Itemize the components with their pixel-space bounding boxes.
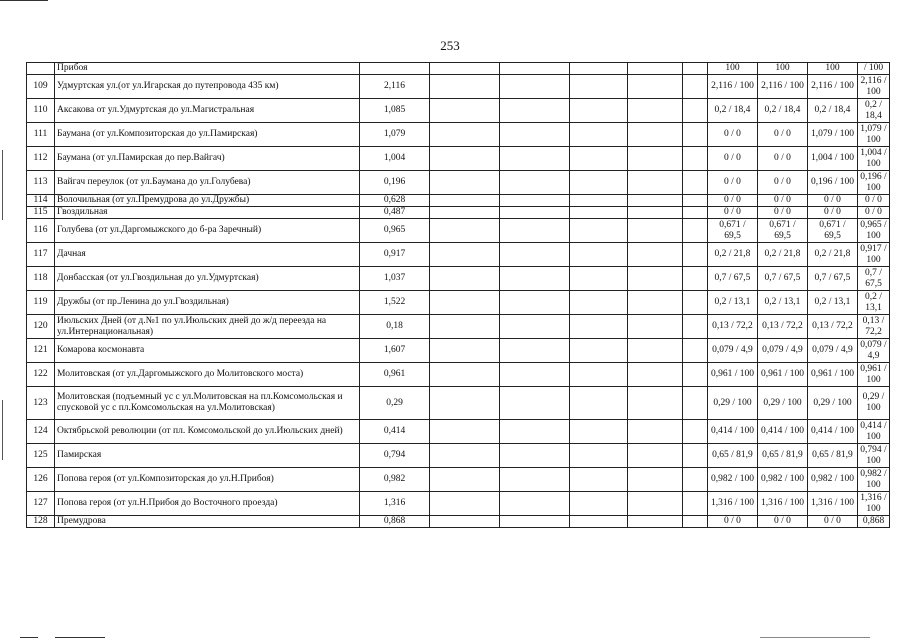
empty-cell (570, 63, 628, 75)
empty-cell (500, 420, 570, 444)
row-number: 115 (27, 207, 55, 219)
ratio-cell-4: 0,13 / 72,2 (858, 315, 890, 339)
empty-cell (628, 420, 683, 444)
ratio-cell-4: 1,079 / 100 (858, 123, 890, 147)
empty-cell (683, 207, 708, 219)
road-length (360, 63, 430, 75)
ratio-cell-2: 0,2 / 13,1 (758, 291, 808, 315)
ratio-cell-3: 0,671 / 69,5 (808, 219, 858, 243)
table-row (27, 339, 890, 363)
ratio-cell-2: 0,079 / 4,9 (758, 339, 808, 363)
empty-cell (570, 468, 628, 492)
ratio-cell-2: 2,116 / 100 (758, 75, 808, 99)
road-name: Баумана (от ул.Композиторская до ул.Памирская) (55, 123, 360, 147)
ratio-cell-1: 0 / 0 (708, 147, 758, 171)
ratio-cell-4: 0,079 / 4,9 (858, 339, 890, 363)
ratio-cell-3: 0,982 / 100 (808, 468, 858, 492)
ratio-cell-3: 0,65 / 81,9 (808, 444, 858, 468)
ratio-cell-1: 0,65 / 81,9 (708, 444, 758, 468)
ratio-cell-3: 0 / 0 (808, 207, 858, 219)
row-number: 112 (27, 147, 55, 171)
road-length: 0,965 (360, 219, 430, 243)
empty-cell (430, 75, 500, 99)
ratio-cell-2: 0,2 / 18,4 (758, 99, 808, 123)
ratio-cell-1: 0,671 / 69,5 (708, 219, 758, 243)
ratio-cell-2: 0,961 / 100 (758, 363, 808, 387)
scan-edge-mark (0, 0, 48, 1)
empty-cell (500, 123, 570, 147)
empty-cell (430, 219, 500, 243)
road-name: Волочильная (от ул.Премудрова до ул.Дружбы) (55, 195, 360, 207)
table-row (27, 147, 890, 171)
table-row (27, 420, 890, 444)
empty-cell (500, 516, 570, 528)
empty-cell (628, 315, 683, 339)
empty-cell (628, 99, 683, 123)
road-length: 1,316 (360, 492, 430, 516)
scan-edge-mark (760, 637, 870, 638)
empty-cell (500, 339, 570, 363)
ratio-cell-3: 2,116 / 100 (808, 75, 858, 99)
ratio-cell-4: 0 / 0 (858, 195, 890, 207)
table-row (27, 315, 890, 339)
ratio-cell-1: 0,13 / 72,2 (708, 315, 758, 339)
road-name: Вайгач переулок (от ул.Баумана до ул.Голубева) (55, 171, 360, 195)
empty-cell (500, 291, 570, 315)
ratio-cell-3: 0 / 0 (808, 195, 858, 207)
empty-cell (500, 387, 570, 420)
ratio-cell-3: 100 (808, 63, 858, 75)
road-length: 0,18 (360, 315, 430, 339)
ratio-cell-1: 0,2 / 21,8 (708, 243, 758, 267)
road-name: Донбасская (от ул.Гвоздильная до ул.Удмуртская) (55, 267, 360, 291)
empty-cell (430, 291, 500, 315)
empty-cell (570, 444, 628, 468)
table-row (27, 468, 890, 492)
road-length: 0,917 (360, 243, 430, 267)
ratio-cell-2: 0,414 / 100 (758, 420, 808, 444)
ratio-cell-2: 0 / 0 (758, 171, 808, 195)
empty-cell (570, 420, 628, 444)
road-name: Дачная (55, 243, 360, 267)
road-name: Октябрьской революции (от пл. Комсомольской до ул.Июльских дней) (55, 420, 360, 444)
road-length: 0,868 (360, 516, 430, 528)
road-length: 1,079 (360, 123, 430, 147)
empty-cell (628, 267, 683, 291)
empty-cell (500, 492, 570, 516)
empty-cell (683, 123, 708, 147)
ratio-cell-1: 0 / 0 (708, 195, 758, 207)
table-row (27, 267, 890, 291)
empty-cell (570, 123, 628, 147)
road-length: 0,794 (360, 444, 430, 468)
road-length: 0,961 (360, 363, 430, 387)
row-number: 119 (27, 291, 55, 315)
ratio-cell-1: 0,2 / 18,4 (708, 99, 758, 123)
scan-edge-mark (2, 400, 3, 460)
empty-cell (628, 75, 683, 99)
empty-cell (570, 291, 628, 315)
empty-cell (628, 516, 683, 528)
road-name: Дружбы (от пр.Ленина до ул.Гвоздильная) (55, 291, 360, 315)
empty-cell (628, 291, 683, 315)
ratio-cell-1: 0,982 / 100 (708, 468, 758, 492)
table-row (27, 291, 890, 315)
row-number: 123 (27, 387, 55, 420)
empty-cell (500, 63, 570, 75)
table-row (27, 363, 890, 387)
empty-cell (430, 267, 500, 291)
road-name: Премудрова (55, 516, 360, 528)
row-number: 124 (27, 420, 55, 444)
ratio-cell-4: / 100 (858, 63, 890, 75)
ratio-cell-2: 0 / 0 (758, 123, 808, 147)
empty-cell (683, 363, 708, 387)
ratio-cell-1: 1,316 / 100 (708, 492, 758, 516)
empty-cell (430, 339, 500, 363)
road-length: 1,037 (360, 267, 430, 291)
scan-edge-mark (20, 637, 38, 638)
road-name: Молитовская (подъемный ус с ул.Молитовская на пл.Комсомольская и спусковой ус с пл.Комсомольская на ул.Молитовская) (55, 387, 360, 420)
empty-cell (683, 267, 708, 291)
empty-cell (570, 363, 628, 387)
ratio-cell-1: 2,116 / 100 (708, 75, 758, 99)
empty-cell (570, 387, 628, 420)
table-row (27, 123, 890, 147)
row-number: 109 (27, 75, 55, 99)
road-name: Комарова космонавта (55, 339, 360, 363)
empty-cell (500, 195, 570, 207)
empty-cell (570, 267, 628, 291)
empty-cell (500, 75, 570, 99)
empty-cell (500, 315, 570, 339)
empty-cell (683, 99, 708, 123)
ratio-cell-3: 1,004 / 100 (808, 147, 858, 171)
table-row (27, 171, 890, 195)
ratio-cell-3: 1,079 / 100 (808, 123, 858, 147)
empty-cell (683, 315, 708, 339)
empty-cell (683, 291, 708, 315)
empty-cell (500, 468, 570, 492)
empty-cell (683, 147, 708, 171)
ratio-cell-2: 0 / 0 (758, 147, 808, 171)
empty-cell (430, 516, 500, 528)
ratio-cell-1: 0,961 / 100 (708, 363, 758, 387)
road-length: 2,116 (360, 75, 430, 99)
row-number: 110 (27, 99, 55, 123)
empty-cell (683, 195, 708, 207)
empty-cell (628, 468, 683, 492)
empty-cell (628, 339, 683, 363)
empty-cell (628, 123, 683, 147)
table-row (27, 243, 890, 267)
empty-cell (683, 243, 708, 267)
ratio-cell-3: 0,2 / 13,1 (808, 291, 858, 315)
scan-edge-mark (2, 150, 3, 220)
ratio-cell-1: 0,414 / 100 (708, 420, 758, 444)
row-number: 128 (27, 516, 55, 528)
ratio-cell-4: 0,2 / 13,1 (858, 291, 890, 315)
empty-cell (683, 339, 708, 363)
table-row (27, 195, 890, 207)
table-row (27, 75, 890, 99)
row-number: 120 (27, 315, 55, 339)
empty-cell (570, 339, 628, 363)
ratio-cell-4: 0,965 / 100 (858, 219, 890, 243)
ratio-cell-2: 100 (758, 63, 808, 75)
empty-cell (500, 444, 570, 468)
empty-cell (570, 243, 628, 267)
road-length: 1,607 (360, 339, 430, 363)
ratio-cell-3: 0,196 / 100 (808, 171, 858, 195)
scan-edge-mark (55, 637, 105, 638)
road-name: Попова героя (от ул.Композиторская до ул.Н.Прибоя) (55, 468, 360, 492)
empty-cell (683, 492, 708, 516)
empty-cell (430, 171, 500, 195)
ratio-cell-3: 0,13 / 72,2 (808, 315, 858, 339)
empty-cell (628, 195, 683, 207)
empty-cell (570, 516, 628, 528)
ratio-cell-4: 0,961 / 100 (858, 363, 890, 387)
empty-cell (500, 267, 570, 291)
empty-cell (430, 444, 500, 468)
ratio-cell-1: 0,29 / 100 (708, 387, 758, 420)
row-number: 116 (27, 219, 55, 243)
ratio-cell-1: 0,7 / 67,5 (708, 267, 758, 291)
empty-cell (570, 195, 628, 207)
ratio-cell-3: 0,961 / 100 (808, 363, 858, 387)
ratio-cell-1: 0 / 0 (708, 207, 758, 219)
empty-cell (570, 99, 628, 123)
empty-cell (683, 516, 708, 528)
road-name: Прибоя (55, 63, 360, 75)
table-row (27, 99, 890, 123)
ratio-cell-3: 0,29 / 100 (808, 387, 858, 420)
ratio-cell-2: 1,316 / 100 (758, 492, 808, 516)
ratio-cell-1: 100 (708, 63, 758, 75)
row-number: 118 (27, 267, 55, 291)
empty-cell (628, 171, 683, 195)
empty-cell (628, 207, 683, 219)
empty-cell (430, 63, 500, 75)
ratio-cell-3: 0,2 / 21,8 (808, 243, 858, 267)
empty-cell (570, 492, 628, 516)
empty-cell (430, 147, 500, 171)
table-row (27, 63, 890, 75)
empty-cell (430, 315, 500, 339)
road-length: 1,004 (360, 147, 430, 171)
empty-cell (570, 219, 628, 243)
ratio-cell-4: 1,004 / 100 (858, 147, 890, 171)
page-number: 253 (440, 38, 460, 53)
row-number: 127 (27, 492, 55, 516)
row-number: 117 (27, 243, 55, 267)
empty-cell (430, 468, 500, 492)
ratio-cell-3: 0,2 / 18,4 (808, 99, 858, 123)
table-row (27, 516, 890, 528)
road-length: 1,085 (360, 99, 430, 123)
empty-cell (683, 75, 708, 99)
table-row (27, 219, 890, 243)
roads-table (26, 62, 890, 528)
ratio-cell-2: 0 / 0 (758, 207, 808, 219)
road-length: 0,487 (360, 207, 430, 219)
ratio-cell-2: 0,671 / 69,5 (758, 219, 808, 243)
ratio-cell-2: 0,2 / 21,8 (758, 243, 808, 267)
empty-cell (500, 363, 570, 387)
empty-cell (683, 219, 708, 243)
table-row (27, 492, 890, 516)
row-number: 126 (27, 468, 55, 492)
row-number: 114 (27, 195, 55, 207)
empty-cell (683, 387, 708, 420)
table-row (27, 207, 890, 219)
ratio-cell-2: 0,982 / 100 (758, 468, 808, 492)
empty-cell (628, 219, 683, 243)
ratio-cell-1: 0 / 0 (708, 171, 758, 195)
empty-cell (570, 171, 628, 195)
ratio-cell-4: 1,316 / 100 (858, 492, 890, 516)
empty-cell (430, 420, 500, 444)
road-name: Молитовская (от ул.Даргомыжского до Молитовского моста) (55, 363, 360, 387)
ratio-cell-4: 0,868 (858, 516, 890, 528)
row-number: 113 (27, 171, 55, 195)
ratio-cell-3: 0 / 0 (808, 516, 858, 528)
empty-cell (430, 363, 500, 387)
ratio-cell-4: 0 / 0 (858, 207, 890, 219)
road-length: 0,414 (360, 420, 430, 444)
row-number: 125 (27, 444, 55, 468)
ratio-cell-4: 0,982 / 100 (858, 468, 890, 492)
ratio-cell-1: 0,079 / 4,9 (708, 339, 758, 363)
empty-cell (683, 420, 708, 444)
ratio-cell-3: 0,7 / 67,5 (808, 267, 858, 291)
road-name: Голубева (от ул.Даргомыжского до б-ра Заречный) (55, 219, 360, 243)
row-number (27, 63, 55, 75)
empty-cell (430, 99, 500, 123)
empty-cell (628, 363, 683, 387)
empty-cell (570, 147, 628, 171)
empty-cell (500, 207, 570, 219)
road-length: 0,196 (360, 171, 430, 195)
road-length: 0,628 (360, 195, 430, 207)
ratio-cell-3: 1,316 / 100 (808, 492, 858, 516)
empty-cell (683, 468, 708, 492)
ratio-cell-4: 2,116 / 100 (858, 75, 890, 99)
row-number: 122 (27, 363, 55, 387)
table-body (27, 63, 890, 528)
ratio-cell-4: 0,196 / 100 (858, 171, 890, 195)
empty-cell (430, 123, 500, 147)
empty-cell (500, 219, 570, 243)
empty-cell (430, 387, 500, 420)
table-row (27, 444, 890, 468)
empty-cell (430, 492, 500, 516)
row-number: 121 (27, 339, 55, 363)
ratio-cell-4: 0,794 / 100 (858, 444, 890, 468)
empty-cell (500, 171, 570, 195)
road-name: Памирская (55, 444, 360, 468)
empty-cell (628, 147, 683, 171)
ratio-cell-3: 0,079 / 4,9 (808, 339, 858, 363)
ratio-cell-1: 0 / 0 (708, 516, 758, 528)
ratio-cell-1: 0,2 / 13,1 (708, 291, 758, 315)
empty-cell (628, 63, 683, 75)
ratio-cell-2: 0,13 / 72,2 (758, 315, 808, 339)
empty-cell (570, 75, 628, 99)
empty-cell (628, 492, 683, 516)
empty-cell (628, 243, 683, 267)
empty-cell (430, 207, 500, 219)
road-length: 0,29 (360, 387, 430, 420)
ratio-cell-4: 0,917 / 100 (858, 243, 890, 267)
empty-cell (500, 99, 570, 123)
empty-cell (570, 315, 628, 339)
ratio-cell-2: 0 / 0 (758, 516, 808, 528)
empty-cell (570, 207, 628, 219)
empty-cell (430, 243, 500, 267)
road-length: 1,522 (360, 291, 430, 315)
ratio-cell-3: 0,414 / 100 (808, 420, 858, 444)
road-name: Удмуртская ул.(от ул.Игарская до путепровода 435 км) (55, 75, 360, 99)
ratio-cell-2: 0,29 / 100 (758, 387, 808, 420)
table-row (27, 387, 890, 420)
empty-cell (628, 387, 683, 420)
road-length: 0,982 (360, 468, 430, 492)
road-name: Попова героя (от ул.Н.Прибоя до Восточного проезда) (55, 492, 360, 516)
ratio-cell-2: 0 / 0 (758, 195, 808, 207)
empty-cell (500, 243, 570, 267)
row-number: 111 (27, 123, 55, 147)
road-name: Гвоздильная (55, 207, 360, 219)
ratio-cell-4: 0,29 / 100 (858, 387, 890, 420)
road-name: Аксакова от ул.Удмуртская до ул.Магистральная (55, 99, 360, 123)
empty-cell (430, 195, 500, 207)
empty-cell (628, 444, 683, 468)
ratio-cell-4: 0,414 / 100 (858, 420, 890, 444)
ratio-cell-2: 0,7 / 67,5 (758, 267, 808, 291)
empty-cell (683, 444, 708, 468)
ratio-cell-4: 0,2 / 18,4 (858, 99, 890, 123)
empty-cell (683, 63, 708, 75)
empty-cell (500, 147, 570, 171)
road-name: Баумана (от ул.Памирская до пер.Вайгач) (55, 147, 360, 171)
road-name: Июльских Дней (от д.№1 по ул.Июльских дней до ж/д переезда на ул.Интернациональная) (55, 315, 360, 339)
empty-cell (683, 171, 708, 195)
ratio-cell-4: 0,7 / 67,5 (858, 267, 890, 291)
ratio-cell-2: 0,65 / 81,9 (758, 444, 808, 468)
ratio-cell-1: 0 / 0 (708, 123, 758, 147)
